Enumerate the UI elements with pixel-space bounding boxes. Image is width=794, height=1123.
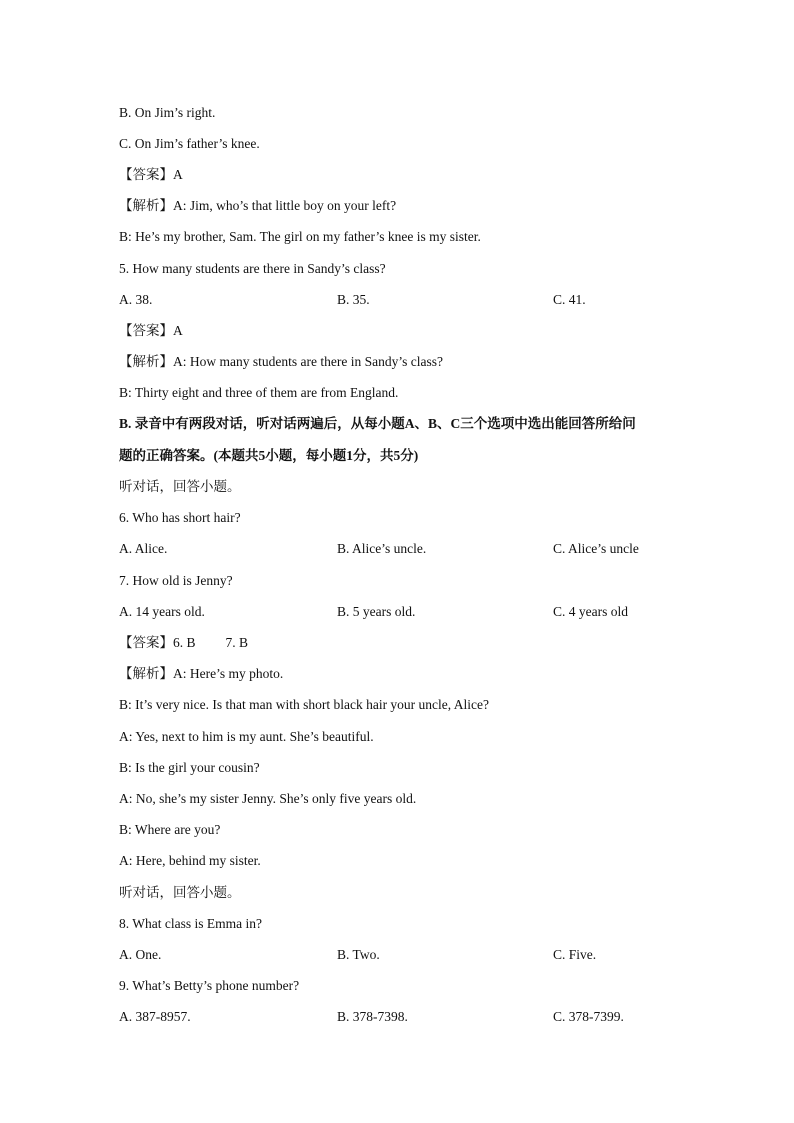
section-heading: B. 录音中有两段对话，听对话两遍后，从每小题A、B、C三个选项中选出能回答所给问 (119, 416, 636, 431)
option-c: C. Five. (553, 947, 597, 962)
instruction-line: 听对话，回答小题。 (119, 479, 241, 494)
dialogue-line: A: No, she’s my sister Jenny. She’s only five years old. (119, 791, 417, 806)
option-c-text: C. On Jim’s father’s knee. (119, 136, 260, 151)
question-6: 6. Who has short hair? (119, 510, 241, 525)
option-c: C. 41. (553, 292, 586, 307)
option-a: A. 38. (119, 292, 153, 307)
dialogue-line: B: He’s my brother, Sam. The girl on my father’s knee is my sister. (119, 229, 481, 244)
option-b: B. 378-7398. (337, 1009, 408, 1024)
answer-line (119, 634, 248, 652)
option-c: C. 4 years old (553, 604, 628, 619)
answer-6: 【答案】6. B (119, 635, 196, 650)
answer-7: 7. B (225, 635, 249, 650)
analysis-line: 【解析】A: Here’s my photo. (119, 666, 284, 681)
dialogue-line: B: Thirty eight and three of them are from England. (119, 385, 399, 400)
question-7: 7. How old is Jenny? (119, 573, 233, 588)
option-a: A. 14 years old. (119, 604, 205, 619)
option-c: C. 378-7399. (553, 1009, 624, 1024)
dialogue-line: B: Is the girl your cousin? (119, 760, 260, 775)
option-b: B. 35. (337, 292, 370, 307)
dialogue-line: A: Yes, next to him is my aunt. She’s beautiful. (119, 729, 374, 744)
answer-line: 【答案】A (119, 167, 183, 182)
option-b: B. 5 years old. (337, 604, 416, 619)
dialogue-line: B: It’s very nice. Is that man with short black hair your uncle, Alice? (119, 697, 490, 712)
option-b: B. Alice’s uncle. (337, 541, 427, 556)
question-8: 8. What class is Emma in? (119, 916, 262, 931)
dialogue-line: A: Here, behind my sister. (119, 853, 261, 868)
analysis-line: 【解析】A: How many students are there in Sandy’s class? (119, 354, 443, 369)
question-5: 5. How many students are there in Sandy’s class? (119, 261, 386, 276)
instruction-line: 听对话，回答小题。 (119, 885, 241, 900)
option-c: C. Alice’s uncle (553, 541, 639, 556)
option-a: A. Alice. (119, 541, 168, 556)
answer-line: 【答案】A (119, 323, 183, 338)
option-b-text: B. On Jim’s right. (119, 105, 216, 120)
option-b: B. Two. (337, 947, 380, 962)
dialogue-line: B: Where are you? (119, 822, 221, 837)
analysis-line: 【解析】A: Jim, who’s that little boy on your left? (119, 198, 397, 213)
question-9: 9. What’s Betty’s phone number? (119, 978, 300, 993)
option-a: A. 387-8957. (119, 1009, 191, 1024)
section-heading-continued: 题的正确答案。(本题共5小题，每小题1分，共5分) (119, 448, 419, 463)
option-a: A. One. (119, 947, 162, 962)
